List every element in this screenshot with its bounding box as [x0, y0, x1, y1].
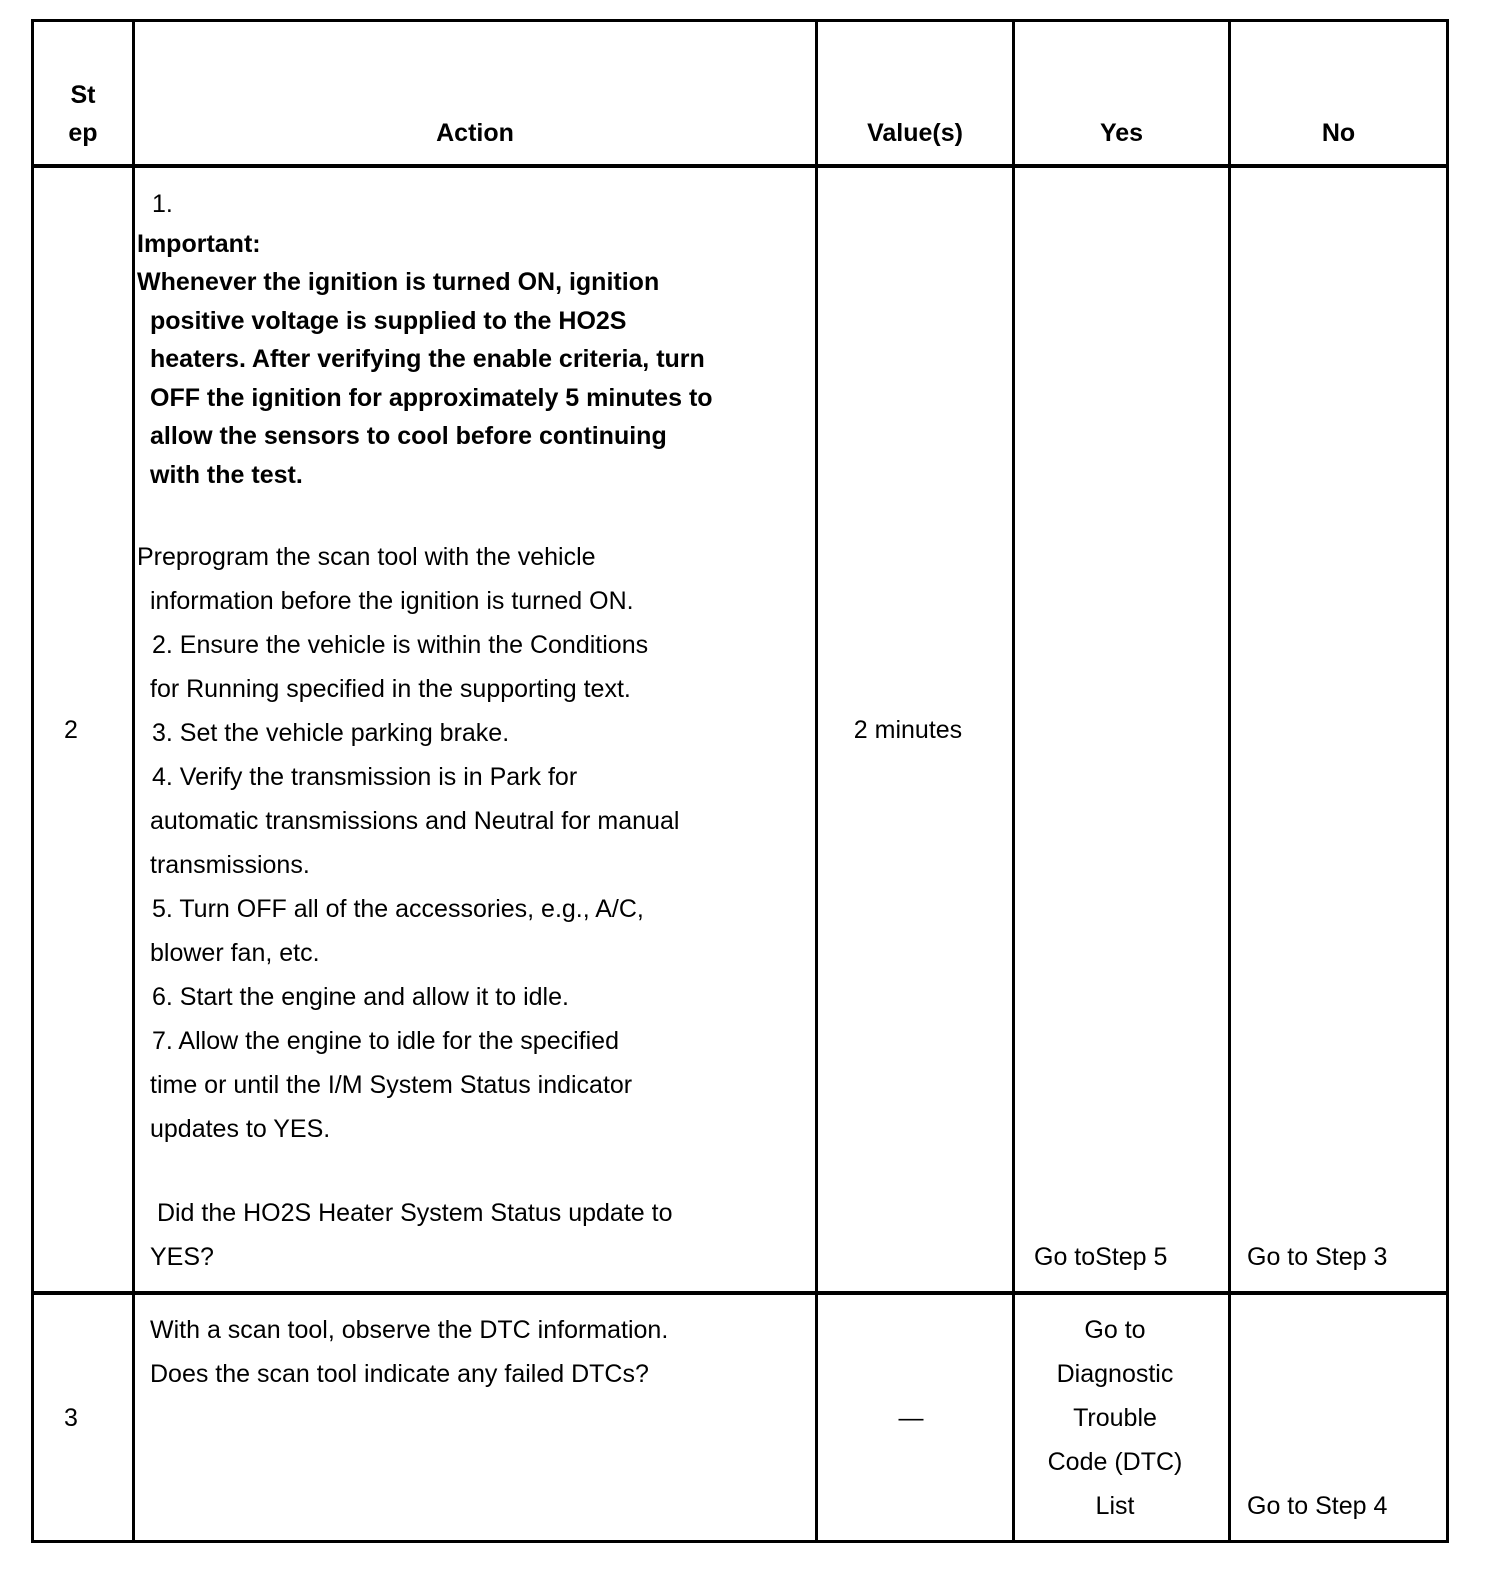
row3-yes-line: Trouble: [1073, 1404, 1157, 1432]
header-divider: [31, 164, 1449, 168]
row2-action-line: time or until the I/M System Status indicator: [150, 1071, 633, 1099]
col-divider-action: [815, 19, 818, 1543]
row2-question-line: Did the HO2S Heater System Status update to: [150, 1199, 673, 1227]
row2-action-line: for Running specified in the supporting text.: [150, 675, 631, 703]
row2-important-line: OFF the ignition for approximately 5 minutes to: [150, 384, 713, 412]
row3-action-line: Does the scan tool indicate any failed DTCs?: [150, 1360, 649, 1388]
row2-no: Go to Step 3: [1247, 1243, 1388, 1271]
row2-action-line: updates to YES.: [150, 1115, 331, 1143]
row2-important-line: Whenever the ignition is turned ON, ignition: [137, 268, 660, 296]
col-divider-yes: [1228, 19, 1231, 1543]
row2-value: 2 minutes: [853, 716, 963, 744]
header-yes: Yes: [1099, 119, 1144, 147]
row2-action-line: information before the ignition is turned ON.: [150, 587, 634, 615]
row2-important-line: positive voltage is supplied to the HO2S: [150, 307, 627, 335]
row3-yes-line: List: [1095, 1492, 1135, 1520]
row2-important-line: with the test.: [150, 461, 303, 489]
header-values: Value(s): [867, 119, 963, 147]
row2-action-line: blower fan, etc.: [150, 939, 320, 967]
header-no: No: [1321, 119, 1356, 147]
row3-no: Go to Step 4: [1247, 1492, 1388, 1520]
table-border-left: [31, 19, 34, 1543]
row2-important-line: allow the sensors to cool before continuing: [150, 422, 667, 450]
row2-action-line: 5. Turn OFF all of the accessories, e.g., A/C,: [152, 895, 644, 923]
row3-yes-line: Go to: [1084, 1316, 1146, 1344]
table-border-top: [31, 19, 1449, 22]
row2-step: 2: [64, 716, 78, 744]
row2-important-label: Important:: [137, 230, 261, 258]
row2-action-line: 4. Verify the transmission is in Park for: [152, 763, 578, 791]
row2-important-line: heaters. After verifying the enable criteria, turn: [150, 345, 705, 373]
table-border-right: [1446, 19, 1449, 1543]
row3-yes-line: Diagnostic: [1056, 1360, 1174, 1388]
row2-action-line: automatic transmissions and Neutral for manual: [150, 807, 680, 835]
header-step-line2: ep: [68, 119, 98, 147]
row2-action-line: 7. Allow the engine to idle for the specified: [152, 1027, 619, 1055]
header-step-line1: St: [70, 81, 96, 109]
col-divider-step: [132, 19, 135, 1543]
row2-question-line: YES?: [150, 1243, 214, 1271]
header-action: Action: [436, 119, 514, 147]
row2-item1-number: 1.: [152, 190, 173, 218]
row3-value: —: [898, 1404, 924, 1432]
row3-step: 3: [64, 1404, 78, 1432]
row2-action-line: Preprogram the scan tool with the vehicle: [137, 543, 596, 571]
header-step: [34, 76, 132, 152]
row3-yes-line: Code (DTC): [1047, 1448, 1183, 1476]
row3-action-line: With a scan tool, observe the DTC information.: [150, 1316, 669, 1344]
row2-action-line: transmissions.: [150, 851, 310, 879]
row-divider: [31, 1291, 1449, 1295]
row2-yes: Go toStep 5: [1034, 1243, 1168, 1271]
row2-action-line: 3. Set the vehicle parking brake.: [152, 719, 510, 747]
row2-action-line: 6. Start the engine and allow it to idle.: [152, 983, 569, 1011]
table-border-bottom: [31, 1540, 1449, 1543]
row2-action-line: 2. Ensure the vehicle is within the Conditions: [152, 631, 649, 659]
